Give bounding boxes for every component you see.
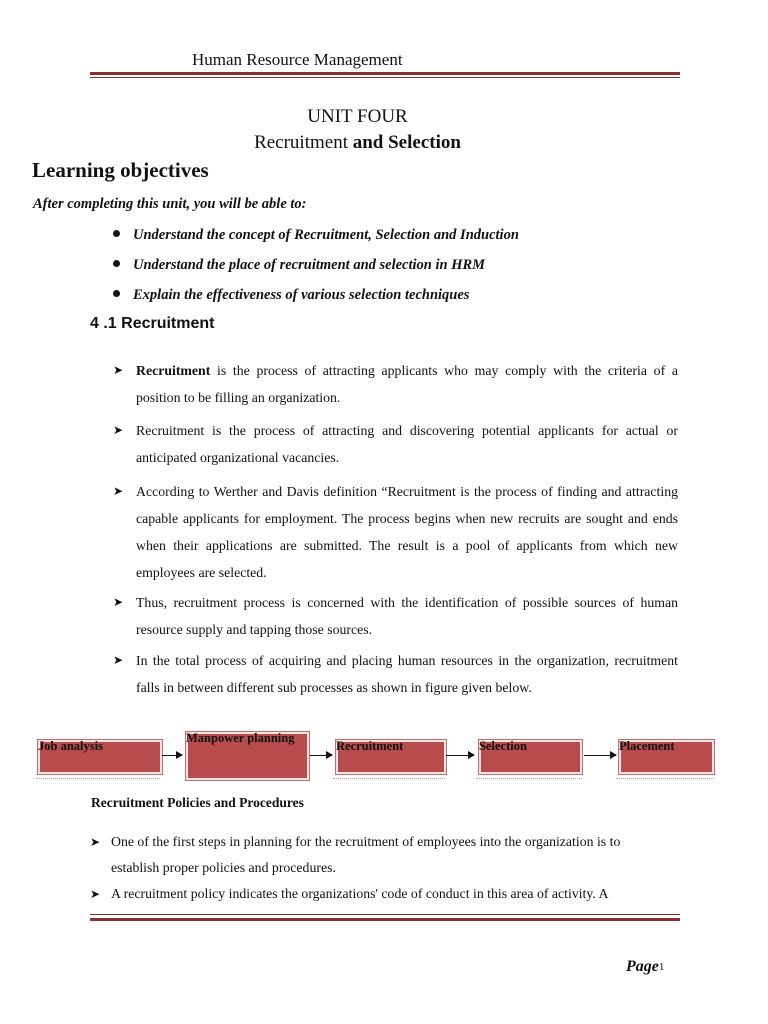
flow-arrow-icon (310, 755, 332, 756)
page-number-value: 1 (658, 961, 665, 973)
paragraph-rest: is the process of attracting applicants who may comply with the criteria of a position to be filling an organization. (136, 363, 678, 405)
flow-label: Recruitment (336, 739, 404, 753)
paragraph-text: In the total process of acquiring and placing human resources in the organization, recruitment falls in between different sub processes as shown in figure given below. (136, 653, 678, 695)
header-rule (90, 72, 680, 75)
unit-subtitle (0, 132, 715, 154)
list-item (113, 478, 678, 586)
divider (616, 778, 714, 779)
arrow-bullet-icon: ➤ (90, 835, 101, 849)
bullet-icon (113, 230, 120, 237)
objective-item (113, 227, 519, 244)
arrow-bullet-icon: ➤ (113, 595, 124, 609)
running-header-title: Human Resource Management (192, 50, 403, 69)
subtitle-part1: Recruitment (254, 132, 353, 153)
paragraph-text: Thus, recruitment process is concerned with the identification of possible sources of human resource supply and tapping those sources. (136, 595, 678, 637)
term-bold: Recruitment (136, 363, 211, 378)
objective-item (113, 257, 485, 274)
header-rule-thin (90, 77, 680, 78)
list-item (90, 881, 670, 907)
page-label: Page (626, 958, 659, 975)
flow-arrow-icon (162, 755, 182, 756)
unit-title: UNIT FOUR (307, 106, 408, 127)
list-item (113, 417, 678, 471)
list-item (113, 357, 678, 411)
footer-rule-thin (90, 914, 680, 915)
bullet-icon (113, 290, 120, 297)
objectives-intro: After completing this unit, you will be able to: (33, 196, 307, 212)
flow-label: Placement (619, 739, 675, 753)
objective-text: Explain the effectiveness of various selection techniques (133, 287, 470, 303)
list-item (113, 589, 678, 643)
objective-text: Understand the concept of Recruitment, Selection and Induction (133, 227, 519, 243)
paragraph-text: One of the first steps in planning for the recruitment of employees into the organization is to establish proper policies and procedures. (111, 834, 621, 875)
divider (36, 778, 160, 779)
subsection-heading: Recruitment Policies and Procedures (91, 795, 304, 810)
arrow-bullet-icon: ➤ (113, 484, 124, 498)
footer-rule (90, 918, 680, 921)
arrow-bullet-icon: ➤ (113, 653, 124, 667)
paragraph-text (136, 357, 678, 411)
flow-arrow-icon (584, 755, 616, 756)
page-number (626, 958, 664, 976)
list-item (90, 829, 670, 881)
flow-arrow-icon (446, 755, 474, 756)
divider (476, 778, 582, 779)
bullet-icon (113, 260, 120, 267)
paragraph-text: A recruitment policy indicates the organizations' code of conduct in this area of activity. A (111, 886, 609, 901)
flow-label: Job analysis (38, 739, 103, 753)
paragraph-text: Recruitment is the process of attracting and discovering potential applicants for actual or anticipated organizational vacancies. (136, 423, 678, 465)
flow-label: Manpower planning (186, 731, 295, 745)
arrow-bullet-icon: ➤ (113, 423, 124, 437)
arrow-bullet-icon: ➤ (90, 887, 101, 901)
learning-objectives-heading: Learning objectives (32, 158, 209, 182)
paragraph-text: According to Werther and Davis definition “Recruitment is the process of finding and attracting capable applicants for employment. The process begins when new recruits are sought and ends when their applications are submitted. The result is a pool of applicants from which new employees are selected. (136, 484, 678, 580)
subtitle-part2: and Selection (352, 132, 461, 153)
section-heading: 4 .1 Recruitment (90, 315, 215, 332)
arrow-bullet-icon: ➤ (113, 363, 124, 377)
list-item (113, 647, 678, 701)
flow-label: Selection (479, 739, 527, 753)
objective-item (113, 287, 469, 304)
divider (333, 778, 445, 779)
objective-text: Understand the place of recruitment and selection in HRM (133, 257, 486, 273)
